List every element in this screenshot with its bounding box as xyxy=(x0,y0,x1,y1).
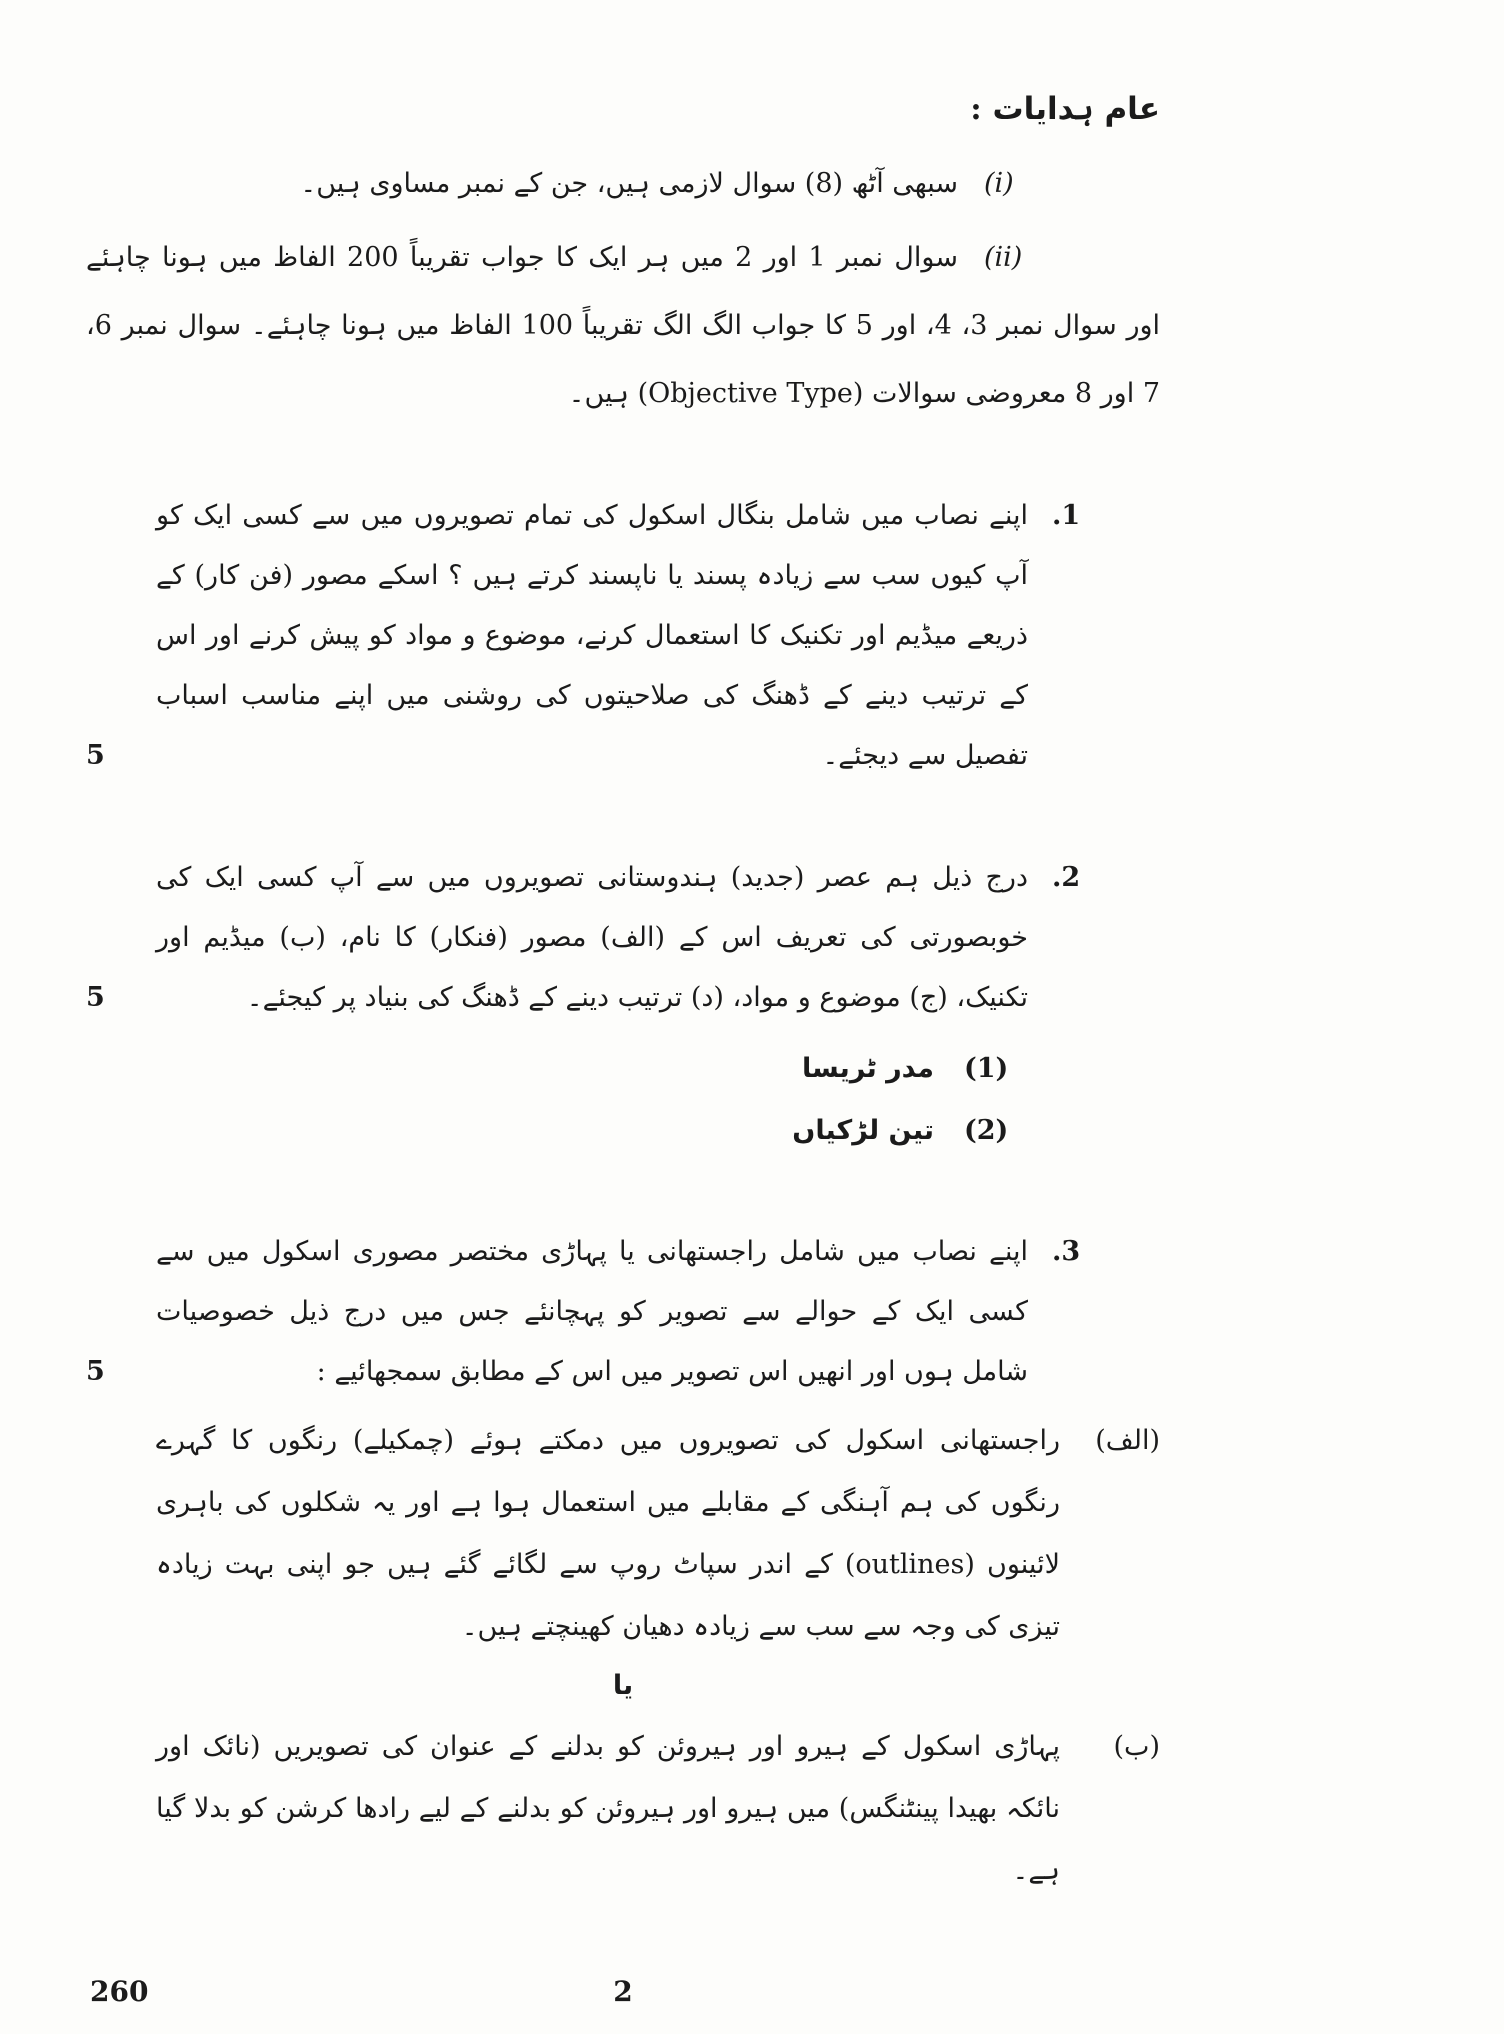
question-3-number: 3. xyxy=(1052,1236,1081,1267)
question-2-number: 2. xyxy=(1052,862,1081,893)
question-2-marks: 5 xyxy=(86,982,105,1013)
question-3-part-b-text: پہاڑی اسکول کے ہیرو اور ہیروئن کو بدلنے کے عنوان کی تصویریں (نائک اور نائکہ بھیدا پینٹنگس) میں ہیرو اور ہیروئن کو بدلنے کے لیے رادھا کرشن کو بدلا گیا ہے۔ xyxy=(156,1731,1060,1886)
instruction-item-ii xyxy=(86,224,1160,428)
question-2-options xyxy=(86,1038,1010,1162)
page-number: 2 xyxy=(613,1975,633,2008)
question-1-number: 1. xyxy=(1052,500,1081,531)
instruction-ii-number: (ii) xyxy=(984,242,1023,273)
question-3-statement xyxy=(86,1222,1096,1402)
question-3 xyxy=(86,1222,1160,1902)
question-2-option-2 xyxy=(86,1100,1010,1162)
question-2-option-1-text: مدر ٹریسا xyxy=(802,1053,934,1084)
question-3-part-a-text: راجستھانی اسکول کی تصویروں میں دمکتے ہوئے (چمکیلے) رنگوں کا گہرے رنگوں کی ہم آہنگی کے مقابلے میں استعمال ہوا ہے اور یہ شکلوں کی باہری لائینوں (outlines) کے اندر سپاٹ روپ سے لگائے گئے ہیں جو اپنی بہت زیادہ تیزی کی وجہ سے سب سے زیادہ دھیان کھینچتے ہیں۔ xyxy=(156,1425,1060,1642)
page-footer xyxy=(86,1975,1160,2008)
paper-code: 260 xyxy=(90,1975,149,2008)
question-3-part-a-label: (الف) xyxy=(1095,1425,1160,1456)
question-2-option-2-text: تین لڑکیاں xyxy=(792,1115,934,1146)
question-1-statement xyxy=(86,486,1096,786)
question-3-part-b-label: (ب) xyxy=(1113,1731,1160,1762)
question-1-marks: 5 xyxy=(86,740,105,771)
question-2-text: درج ذیل ہم عصر (جدید) ہندوستانی تصویروں میں سے آپ کسی ایک کی خوبصورتی کی تعریف اس کے (الف) مصور (فنکار) کا نام، (ب) میڈیم اور تکنیک، (ج) موضوع و مواد، (د) ترتیب دینے کے ڈھنگ کی بنیاد پر کیجئے۔ xyxy=(156,862,1028,1013)
question-3-part-a xyxy=(86,1410,1160,1658)
instruction-i-number: (i) xyxy=(984,168,1014,199)
question-1 xyxy=(86,486,1160,786)
question-2-option-1 xyxy=(86,1038,1010,1100)
general-instructions-heading: عام ہدایات : xyxy=(970,91,1160,127)
question-1-text: اپنے نصاب میں شامل بنگال اسکول کی تمام تصویروں میں سے کسی ایک کو آپ کیوں سب سے زیادہ پسند یا ناپسند کرتے ہیں ؟ اسکے مصور (فن کار) کے ذریعے میڈیم اور تکنیک کا استعمال کرنے، موضوع و مواد کو پیش کرنے اور اس کے ترتیب دینے کے ڈھنگ کی صلاحیتوں کی روشنی میں اپنے مناسب اسباب تفصیل سے دیجئے۔ xyxy=(156,500,1028,771)
question-3-text: اپنے نصاب میں شامل راجستھانی یا پہاڑی مختصر مصوری اسکول میں سے کسی ایک کے حوالے سے تصویر کو پہچانئے جس میں درج ذیل خصوصیات شامل ہوں اور انھیں اس تصویر میں اس کے مطابق سمجھائیے : xyxy=(156,1236,1028,1387)
or-separator: یا xyxy=(612,1670,634,1701)
instruction-ii-text: سوال نمبر 1 اور 2 میں ہر ایک کا جواب تقریباً 200 الفاظ میں ہونا چاہئے اور سوال نمبر 3، 4، اور 5 کا جواب الگ الگ تقریباً 100 الفاظ میں ہونا چاہئے۔ سوال نمبر 6، 7 اور 8 معروضی سوالات (Objective Type) ہیں۔ xyxy=(86,242,1161,409)
question-3-marks: 5 xyxy=(86,1356,105,1387)
instruction-item-i xyxy=(86,150,1160,218)
question-3-part-b xyxy=(86,1716,1160,1902)
question-2-option-1-number: (1) xyxy=(964,1053,1009,1084)
question-2-option-2-number: (2) xyxy=(964,1115,1009,1146)
instruction-i-text: سبھی آٹھ (8) سوال لازمی ہیں، جن کے نمبر مساوی ہیں۔ xyxy=(300,168,958,199)
question-2-statement xyxy=(86,848,1096,1028)
question-2 xyxy=(86,848,1160,1162)
